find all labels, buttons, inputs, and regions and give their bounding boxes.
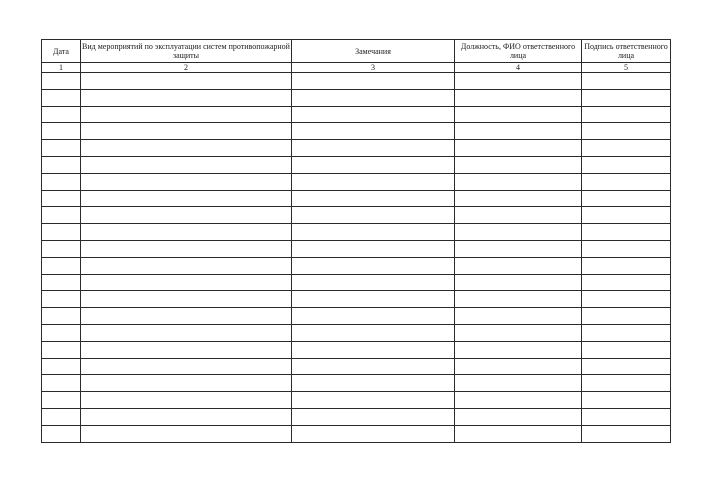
- table-cell: [455, 308, 582, 325]
- table-cell: [455, 341, 582, 358]
- table-cell: [81, 291, 292, 308]
- table-cell: [582, 106, 671, 123]
- table-cell: [81, 173, 292, 190]
- table-row: [42, 73, 671, 90]
- table-cell: [455, 408, 582, 425]
- column-number-row: [42, 63, 671, 73]
- table-cell: [455, 140, 582, 157]
- table-cell: [42, 123, 81, 140]
- table-cell: [582, 123, 671, 140]
- table-cell: [292, 173, 455, 190]
- table-cell: [292, 257, 455, 274]
- table-row: [42, 324, 671, 341]
- table-cell: [81, 190, 292, 207]
- table-cell: [81, 73, 292, 90]
- header-date: Дата: [42, 40, 81, 63]
- table-cell: [455, 89, 582, 106]
- table-cell: [42, 308, 81, 325]
- table-cell: [42, 291, 81, 308]
- table-row: [42, 173, 671, 190]
- table-cell: [292, 224, 455, 241]
- table-cell: [292, 156, 455, 173]
- table-cell: [42, 341, 81, 358]
- table-cell: [582, 358, 671, 375]
- table-cell: [81, 123, 292, 140]
- table-cell: [42, 240, 81, 257]
- table-cell: [582, 240, 671, 257]
- table-cell: [292, 89, 455, 106]
- table-cell: [582, 140, 671, 157]
- table-row: [42, 408, 671, 425]
- table-cell: [455, 156, 582, 173]
- table-cell: [582, 408, 671, 425]
- table-cell: [81, 358, 292, 375]
- table-cell: [42, 324, 81, 341]
- column-number: 4: [455, 63, 582, 73]
- table-cell: [292, 207, 455, 224]
- table-cell: [81, 375, 292, 392]
- table-cell: [81, 257, 292, 274]
- table-cell: [292, 375, 455, 392]
- table-cell: [292, 358, 455, 375]
- table-cell: [81, 106, 292, 123]
- header-row: [42, 40, 671, 63]
- table-cell: [582, 257, 671, 274]
- table-row: [42, 291, 671, 308]
- table-row: [42, 425, 671, 442]
- table-cell: [582, 73, 671, 90]
- fire-protection-log-table: [41, 39, 671, 443]
- column-number: 1: [42, 63, 81, 73]
- table-cell: [455, 73, 582, 90]
- table-cell: [455, 257, 582, 274]
- table-row: [42, 224, 671, 241]
- table-cell: [455, 123, 582, 140]
- table-cell: [582, 156, 671, 173]
- table-cell: [582, 324, 671, 341]
- header-responsible-position-name: Должность, ФИО ответственного лица: [455, 40, 582, 63]
- table-cell: [81, 324, 292, 341]
- header-activity-type: Вид мероприятий по эксплуатации систем противопожарной защиты: [81, 40, 292, 63]
- table-cell: [42, 73, 81, 90]
- table-cell: [455, 358, 582, 375]
- table-cell: [455, 207, 582, 224]
- table-cell: [292, 392, 455, 409]
- table-cell: [292, 106, 455, 123]
- table-cell: [292, 408, 455, 425]
- table-cell: [582, 190, 671, 207]
- table-cell: [81, 408, 292, 425]
- table-cell: [582, 375, 671, 392]
- table-row: [42, 257, 671, 274]
- table-cell: [582, 89, 671, 106]
- table-row: [42, 106, 671, 123]
- table-row: [42, 358, 671, 375]
- table-cell: [582, 308, 671, 325]
- table-cell: [582, 224, 671, 241]
- table-cell: [292, 274, 455, 291]
- table-cell: [292, 240, 455, 257]
- table-cell: [81, 156, 292, 173]
- table-cell: [42, 408, 81, 425]
- table-row: [42, 156, 671, 173]
- table-cell: [582, 392, 671, 409]
- table-row: [42, 207, 671, 224]
- table-cell: [292, 324, 455, 341]
- table-cell: [81, 341, 292, 358]
- table-cell: [42, 392, 81, 409]
- table-cell: [42, 89, 81, 106]
- table-cell: [42, 173, 81, 190]
- table-cell: [81, 240, 292, 257]
- table-cell: [292, 291, 455, 308]
- table-cell: [582, 425, 671, 442]
- table-cell: [81, 207, 292, 224]
- table-row: [42, 274, 671, 291]
- table-cell: [42, 106, 81, 123]
- table-cell: [455, 190, 582, 207]
- table-cell: [582, 341, 671, 358]
- table-cell: [81, 274, 292, 291]
- table-cell: [81, 89, 292, 106]
- table-cell: [455, 240, 582, 257]
- table-cell: [42, 224, 81, 241]
- table-cell: [455, 274, 582, 291]
- table-cell: [42, 274, 81, 291]
- table-cell: [81, 140, 292, 157]
- table-cell: [455, 291, 582, 308]
- header-remarks: Замечания: [292, 40, 455, 63]
- table-cell: [455, 224, 582, 241]
- table-cell: [292, 425, 455, 442]
- table-cell: [582, 291, 671, 308]
- table-row: [42, 89, 671, 106]
- table-cell: [455, 392, 582, 409]
- table-cell: [42, 207, 81, 224]
- table-cell: [42, 140, 81, 157]
- table-row: [42, 123, 671, 140]
- table-row: [42, 240, 671, 257]
- table-row: [42, 341, 671, 358]
- table-cell: [455, 375, 582, 392]
- table-cell: [81, 425, 292, 442]
- table-cell: [455, 324, 582, 341]
- table-cell: [42, 257, 81, 274]
- table-cell: [455, 173, 582, 190]
- table-cell: [42, 156, 81, 173]
- table-cell: [292, 73, 455, 90]
- table-cell: [582, 207, 671, 224]
- table-cell: [42, 358, 81, 375]
- table-cell: [292, 140, 455, 157]
- column-number: 5: [582, 63, 671, 73]
- table-cell: [582, 274, 671, 291]
- table-row: [42, 140, 671, 157]
- table-cell: [292, 123, 455, 140]
- table-row: [42, 190, 671, 207]
- column-number: 2: [81, 63, 292, 73]
- table-cell: [42, 375, 81, 392]
- table-cell: [81, 392, 292, 409]
- table-cell: [81, 224, 292, 241]
- table-cell: [81, 308, 292, 325]
- table-cell: [455, 106, 582, 123]
- table-row: [42, 308, 671, 325]
- table-cell: [455, 425, 582, 442]
- header-responsible-signature: Подпись ответственного лица: [582, 40, 671, 63]
- column-number: 3: [292, 63, 455, 73]
- table-cell: [42, 190, 81, 207]
- table-cell: [42, 425, 81, 442]
- table-row: [42, 392, 671, 409]
- table-row: [42, 375, 671, 392]
- table-cell: [582, 173, 671, 190]
- table-cell: [292, 308, 455, 325]
- table-cell: [292, 341, 455, 358]
- table-cell: [292, 190, 455, 207]
